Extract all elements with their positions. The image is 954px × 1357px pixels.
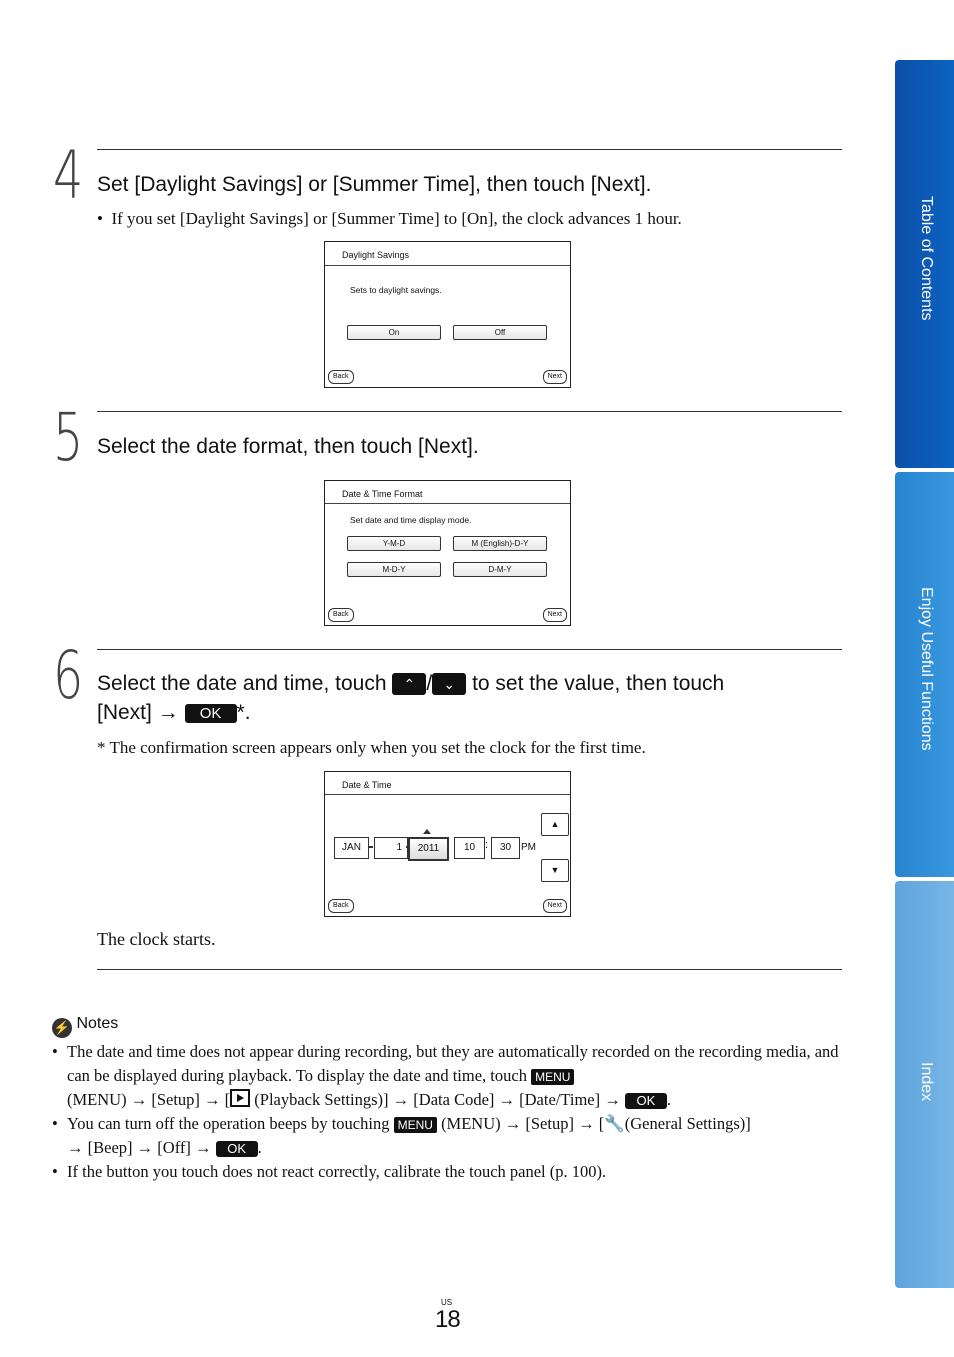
back-button[interactable]: Back [328,608,354,622]
month-field[interactable]: JAN [334,837,369,859]
on-button[interactable]: On [347,325,441,340]
up-arrow-button[interactable]: ▲ [541,813,569,836]
screen-title: Date & Time Format [342,489,423,499]
screen-title-divider [325,503,570,504]
arrow-icon: → [157,701,179,724]
tab-index-label: Index [918,1062,935,1102]
menu-icon: MENU [394,1117,437,1133]
back-button[interactable]: Back [328,370,354,384]
screen-title: Date & Time [342,780,392,790]
arrow-icon: → [67,1138,84,1157]
step-6-number: 6 [53,637,84,714]
screen-title-divider [325,794,570,795]
date-time-format-screen [324,480,571,626]
step-4-divider [97,149,842,150]
step-6-heading-part2: to set the value, then touch [472,672,725,695]
note-item: • You can turn off the operation beeps by touching MENU (MENU) → [Setup] → [🔧(General Settings)] → [Beep] → [Off] → OK . [52,1114,751,1157]
note-item: • If the button you touch does not react correctly, calibrate the touch panel (p. 100). [52,1162,607,1181]
step-5-divider [97,411,842,412]
year-field[interactable]: 2011 [408,837,449,861]
notes-header [52,1015,118,1038]
step-6-heading-suffix: *. [236,701,251,724]
arrow-icon: → [578,1114,595,1133]
step-4-heading: Set [Daylight Savings] or [Summer Time], then touch [Next]. [97,173,652,196]
ok-icon: OK [625,1093,667,1109]
screen-title-divider [325,265,570,266]
dash-separator [369,846,373,848]
tab-index[interactable] [895,881,954,1288]
arrow-icon: → [204,1090,221,1109]
step-4-bullet-text: If you set [Daylight Savings] or [Summer Time] to [On], the clock advances 1 hour. [111,209,682,228]
tab-table-of-contents[interactable] [895,60,954,468]
arrow-icon: → [130,1090,148,1109]
step-6-heading [97,669,837,727]
down-chevron-icon: ⌄ [432,673,466,695]
format-mdy-button[interactable]: M-D-Y [347,562,441,577]
next-button[interactable]: Next [543,608,567,622]
step-4-number: 4 [53,137,84,214]
back-button[interactable]: Back [328,899,354,913]
notes-title: Notes [76,1015,119,1032]
daylight-savings-screen [324,241,571,388]
step-6-footnote: * The confirmation screen appears only when you set the clock for the first time. [97,738,646,757]
ampm-label: PM [521,842,536,853]
tab-table-of-contents-label: Table of Contents [918,196,935,321]
format-ymd-button[interactable]: Y-M-D [347,536,441,551]
screen-message: Set date and time display mode. [350,515,472,525]
wrench-icon: 🔧 [604,1114,625,1133]
format-dmy-button[interactable]: D-M-Y [453,562,547,577]
heading-slash: / [426,672,433,695]
page-number: 18 [435,1306,460,1333]
colon-separator: : [485,839,489,851]
step-5-number: 5 [53,399,84,476]
screen-title: Daylight Savings [342,250,410,260]
off-button[interactable]: Off [453,325,547,340]
down-arrow-button[interactable]: ▼ [541,859,569,882]
arrow-icon: → [136,1138,154,1157]
clock-starts-text: The clock starts. [97,929,216,949]
date-time-screen [324,771,571,917]
next-button[interactable]: Next [543,370,567,384]
step-6-heading-part1: Select the date and time, touch [97,672,387,695]
arrow-icon: → [195,1138,212,1157]
step-5-heading: Select the date format, then touch [Next]. [97,435,479,458]
region-code: US [441,1298,453,1307]
next-button[interactable]: Next [543,899,567,913]
arrow-icon: → [504,1114,522,1133]
notes-icon: ⚡ [52,1018,72,1038]
notes-list [52,1040,842,1184]
minute-field[interactable]: 30 [491,837,520,859]
step-6-divider [97,649,842,650]
section-end-divider [97,969,842,970]
playback-icon [230,1089,250,1107]
hour-field[interactable]: 10 [454,837,485,859]
step-6-heading-next: [Next] [97,701,152,724]
format-mdy-english-button[interactable]: M (English)-D-Y [453,536,547,551]
note-item: • The date and time does not appear during recording, but they are automatically recorded on the recording media, and can be displayed during playback. To display the date and time, touch MENU (MENU) → [Setup] → [ (Playback Settings)] → [Data Code] → [Date/Time] → OK . [52,1042,839,1109]
arrow-icon: → [392,1090,410,1109]
tab-enjoy-useful-functions-label: Enjoy Useful Functions [918,587,935,751]
screen-message: Sets to daylight savings. [350,285,442,295]
ok-icon: OK [185,704,237,723]
menu-icon: MENU [531,1069,574,1085]
ok-icon: OK [216,1141,258,1157]
day-field[interactable]: 1 [374,837,408,859]
selection-caret-icon [423,829,431,834]
tab-enjoy-useful-functions[interactable] [895,472,954,877]
arrow-icon: → [604,1090,621,1109]
up-chevron-icon: ⌃ [392,673,426,695]
step-4-bullet: • If you set [Daylight Savings] or [Summer Time] to [On], the clock advances 1 hour. [97,209,682,228]
arrow-icon: → [498,1090,516,1109]
